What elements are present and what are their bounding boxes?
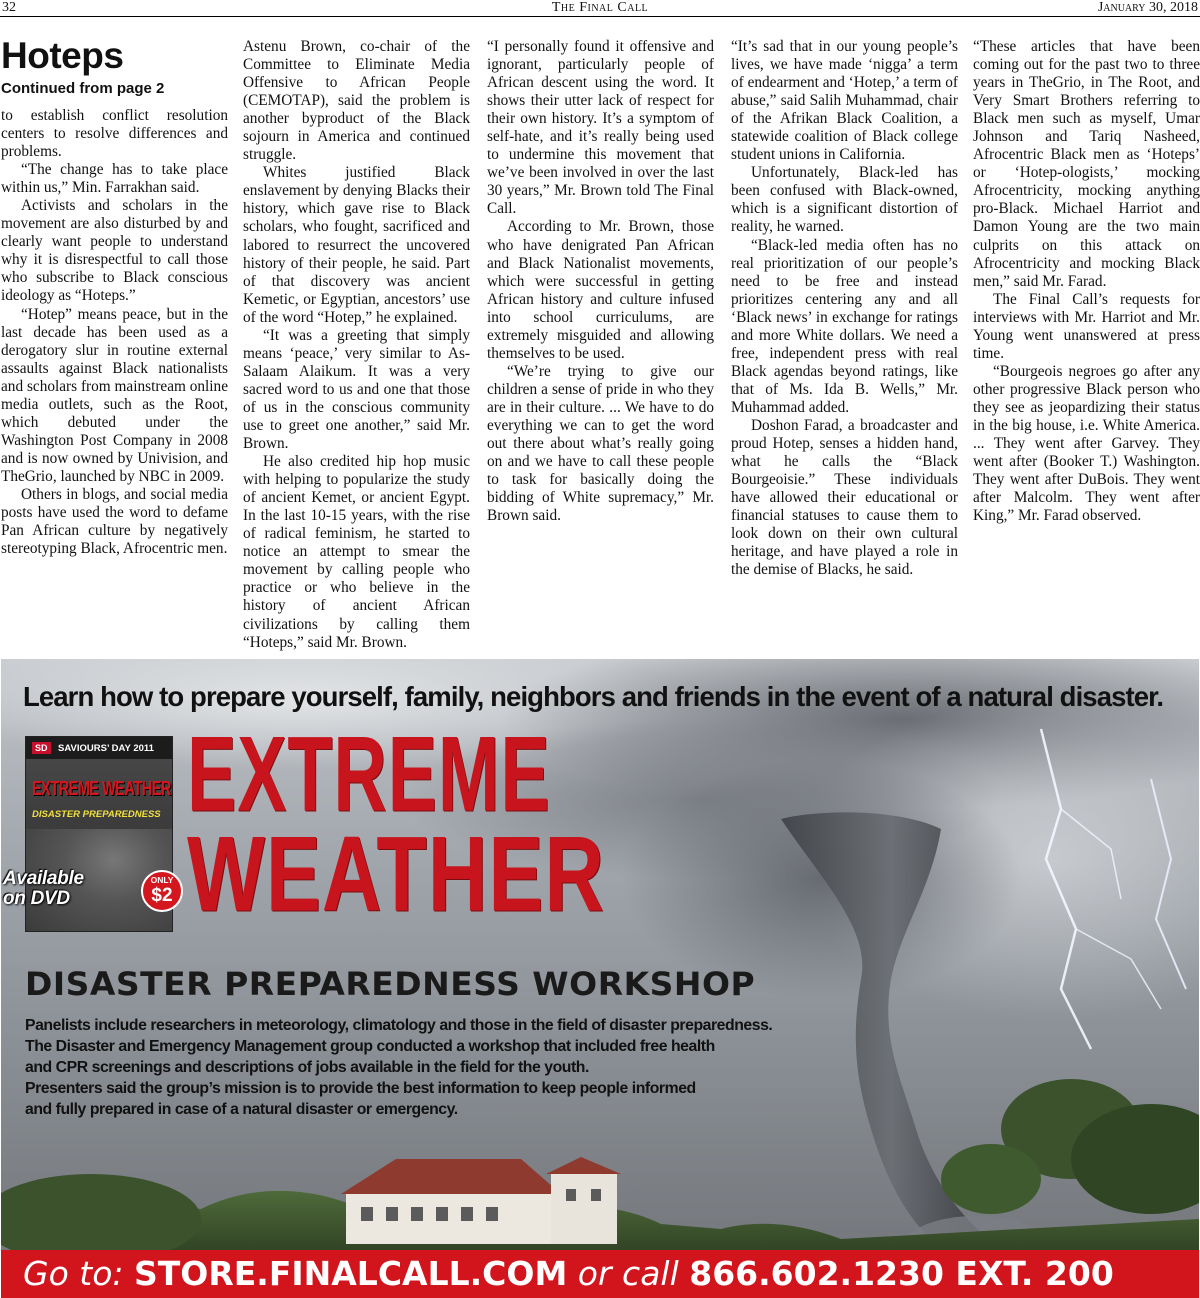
article-column-2 — [243, 38, 470, 656]
phone-number-link[interactable]: 866.602.1230 EXT. 200 — [689, 1254, 1114, 1293]
article-paragraph: “I personally found it offensive and ignorant, particularly people of African descent using the word. It shows their utter lack of respect for their own history. It’s a symptom of self-hate, and it’s really being used to undermine this movement that we’ve been involved in over the last 30 years,” Mr. Brown told The Final Call. — [487, 38, 714, 218]
article-paragraph: The Final Call’s requests for interviews with Mr. Harriot and Mr. Young went unanswered at press time. — [973, 290, 1200, 362]
article-column-5 — [973, 38, 1200, 656]
or-call-label: or call — [577, 1254, 679, 1293]
article-paragraph: to establish conflict resolution centers to resolve differences and problems. — [1, 107, 228, 161]
article-paragraph: According to Mr. Brown, those who have denigrated Pan African and Black Nationalist movements, which were successful in getting African history and culture infused into school curriculums, are extremely misguided and allowing themselves to be used. — [487, 218, 714, 362]
article-paragraph: “We’re trying to give our children a sense of pride in who they are in their culture. ... We have to do everything we can to get the word out there about what’s really going on and we have to call these people to task for basically doing the bidding of White supremacy,” Mr. Brown said. — [487, 362, 714, 525]
article-paragraph: “The change has to take place within us,” Min. Farrakhan said. — [1, 161, 228, 197]
workshop-title: DISASTER PREPAREDNESS WORKSHOP — [25, 965, 756, 1003]
ad-description-line: and fully prepared in case of a natural disaster or emergency. — [25, 1101, 458, 1118]
goto-label: Go to: — [23, 1254, 124, 1293]
article-column-1 — [1, 36, 228, 654]
article-paragraph: “These articles that have been coming out for the past two to three years in TheGrio, in The Root, and Very Smart Brothers referring to Black men such as myself, Umar Johnson and Tariq Nasheed, Afrocentric Black men as ‘Hoteps’ or ‘Hotep-ologists,’ mocking Afrocentricity, mocking anything pro-Black. Michael Harriot and Damon Young are the two main culprits on this attack on Afrocentricity and mocking Black men,” said Mr. Farad. — [973, 38, 1200, 290]
ad-description-line: Presenters said the group’s mission is to provide the best information to keep people informed — [25, 1080, 696, 1097]
article-paragraph: Others in blogs, and social media posts have used the word to defame Pan African culture by negatively stereotyping Black, Afrocentric men. — [1, 485, 228, 558]
ad-call-to-action-bar[interactable] — [1, 1250, 1199, 1298]
available-line-1: Available — [3, 868, 84, 889]
ad-tagline: Learn how to prepare yourself, family, neighbors and friends in the event of a natural disaster. — [23, 681, 1164, 712]
price-amount: $2 — [151, 885, 173, 906]
article-paragraph: “Bourgeois negroes go after any other progressive Black person who they see as jeopardizing their status in the big house, i.e. White America. ... They went after Garvey. They went after (Booker T.) Washington. They went after DuBois. They went after Malcolm. They went after King,” Mr. Farad observed. — [973, 362, 1200, 525]
article-column-3 — [487, 38, 714, 656]
page-number: 32 — [2, 0, 16, 15]
article-paragraph: Unfortunately, Black-led has been confused with Black-owned, which is a significant distortion of reality, he warned. — [731, 164, 958, 236]
ad-description-line: Panelists include researchers in meteorology, climatology and those in the field of disaster preparedness. — [25, 1017, 773, 1034]
dvd-title: EXTREME WEATHER — [32, 778, 171, 801]
ad-description — [25, 1015, 772, 1120]
article-paragraph: Astenu Brown, co-chair of the Committee to Eliminate Media Offensive to African People (CEMOTAP), said the problem is another byproduct of the Black sojourn in America and continued struggle. — [243, 38, 470, 164]
ad-headline-extreme: EXTREME — [187, 714, 551, 834]
article-paragraph: He also credited hip hop music with helping to popularize the study of ancient Kemet, or ancient Egypt. In the last 10-15 years, with the rise of radical feminism, he started to notice an attempt to smear the movement by calling people who practice or who believe in the history of ancient African civilizations by calling them “Hoteps,” said Mr. Brown. — [243, 453, 470, 651]
publication-name: The Final Call — [551, 0, 649, 15]
ad-description-line: and CPR screenings and descriptions of jobs available in the field for the youth. — [25, 1059, 589, 1076]
page-header — [0, 0, 1200, 17]
continued-from: Continued from page 2 — [1, 80, 165, 97]
available-line-2: on DVD — [3, 888, 70, 909]
article-paragraph: “Hotep” means peace, but in the last decade has been used as a derogatory slur in routine external assaults against Black nationalists and scholars from mainstream online media outlets, such as the Root, which debuted under the Washington Post Company in 2008 and is now owned by Univision, and TheGrio, launched by NBC in 2009. — [1, 305, 228, 485]
article-paragraph: Whites justified Black enslavement by denying Blacks their history, which gave rise to Black scholars, who fought, sacrificed and labored to resurrect the uncovered history of their people, he said. Part of that discovery was ancient Kemetic, or Egyptian, ancestors’ use of the word “Hotep,” he explained. — [243, 164, 470, 326]
article-headline: Hoteps — [1, 36, 124, 76]
article-paragraph: Activists and scholars in the movement are also disturbed by and clearly want people to understand why it is disrespectful to call those who subscribe to Black conscious ideology as “Hoteps.” — [1, 197, 228, 305]
extreme-weather-advertisement[interactable] — [1, 659, 1199, 1298]
saviours-day-badge: SD — [32, 742, 51, 754]
store-url-link[interactable]: STORE.FINALCALL.COM — [134, 1254, 568, 1293]
dvd-event-name: SAVIOURS’ DAY 2011 — [58, 743, 154, 754]
price-only-label: ONLY — [150, 875, 174, 885]
dvd-subtitle: DISASTER PREPAREDNESS — [32, 809, 161, 820]
article-paragraph: “It was a greeting that simply means ‘peace,’ very similar to As-Salaam Alaikum. It was a very sacred word to us and one that those of us in the conscious community use to greet one another,” said Mr. Brown. — [243, 326, 470, 453]
article-paragraph: “Black-led media often has no real prioritization of our people’s need to be free and instead prioritizes centering any and all ‘Black news’ in exchange for ratings and more White dollars. We need a free, independent press with real Black agendas beyond ratings, like that of Ms. Ida B. Wells,” Mr. Muhammad added. — [731, 236, 958, 416]
article-column-4 — [731, 38, 958, 656]
price-badge — [141, 870, 183, 912]
issue-date: January 30, 2018 — [1097, 0, 1198, 15]
available-on-dvd — [3, 869, 84, 909]
ad-headline-weather: WEATHER — [187, 814, 605, 934]
article-paragraph: “It’s sad that in our young people’s lives, we have made ‘nigga’ a term of endearment and ‘Hotep,’ a term of abuse,” said Salih Muhammad, chair of the Afrikan Black Coalition, a statewide coalition of Black college student unions in California. — [731, 38, 958, 164]
article-paragraph: Doshon Farad, a broadcaster and proud Hotep, senses a hidden hand, what he calls the “Black Bourgeoisie.” These individuals have allowed their educational or financial statuses to cause them to look down on their own cultural heritage, and have played a role in the demise of Blacks, he said. — [731, 416, 958, 579]
ad-description-line: The Disaster and Emergency Management group conducted a workshop that included free health — [25, 1038, 715, 1055]
